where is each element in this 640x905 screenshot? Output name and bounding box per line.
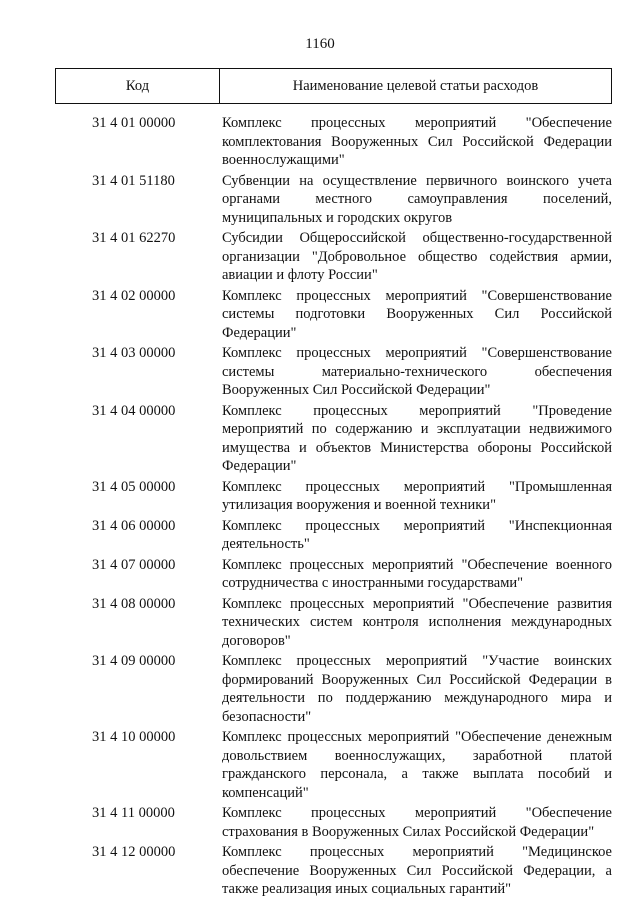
row-code: 31 4 01 51180 bbox=[92, 172, 175, 189]
table-row bbox=[0, 728, 640, 802]
row-code: 31 4 11 00000 bbox=[92, 805, 175, 821]
table-row bbox=[0, 172, 640, 228]
row-name: Комплекс процессных мероприятий "Совершенствование системы подготовки Вооруженных Сил Российской Федерации" bbox=[222, 287, 612, 341]
row-name: Субсидии Общероссийской общественно-государственной организации "Добровольное общество содействия армии, авиации и флоту России" bbox=[222, 230, 612, 283]
row-name: Комплекс процессных мероприятий "Обеспечение развития технических систем контроля исполнения международных договоров" bbox=[222, 595, 612, 649]
row-code: 31 4 01 00000 bbox=[92, 115, 176, 131]
table-row bbox=[0, 114, 640, 170]
row-name: Комплекс процессных мероприятий "Обеспечение денежным довольствием военнослужащих, заработной платой гражданского персонала, а также выплата пособий и компенсаций" bbox=[222, 729, 612, 801]
table-row bbox=[0, 517, 640, 554]
table-row bbox=[0, 478, 640, 515]
row-name: Комплекс процессных мероприятий "Обеспечение военного сотрудничества с иностранными государствами" bbox=[222, 556, 612, 591]
table-row bbox=[0, 229, 640, 285]
table-row bbox=[0, 652, 640, 726]
row-code: 31 4 03 00000 bbox=[92, 345, 176, 361]
row-code: 31 4 06 00000 bbox=[92, 517, 176, 534]
table-row bbox=[0, 344, 640, 400]
table-row bbox=[0, 402, 640, 476]
row-code: 31 4 02 00000 bbox=[92, 287, 176, 304]
page-number: 1160 bbox=[305, 36, 335, 52]
table-row bbox=[0, 556, 640, 593]
row-name: Комплекс процессных мероприятий "Совершенствование системы материально-технического обеспечения Вооруженных Сил Российской Федерации" bbox=[222, 345, 612, 398]
table-row bbox=[0, 843, 640, 899]
row-name: Комплекс процессных мероприятий "Обеспечение комплектования Вооруженных Сил Российской Федерации военнослужащими" bbox=[222, 115, 612, 168]
row-name: Комплекс процессных мероприятий "Обеспечение страхования в Вооруженных Силах Российской Федерации" bbox=[222, 805, 612, 840]
table-body bbox=[0, 114, 640, 901]
row-code: 31 4 10 00000 bbox=[92, 729, 176, 745]
column-header-name: Наименование целевой статьи расходов bbox=[292, 77, 539, 94]
table-row bbox=[0, 804, 640, 841]
row-code: 31 4 04 00000 bbox=[92, 402, 176, 419]
row-code: 31 4 05 00000 bbox=[92, 478, 176, 495]
column-header-code: Код bbox=[56, 69, 220, 103]
row-name: Комплекс процессных мероприятий "Участие воинских формирований Вооруженных Сил Российской Федерации в деятельности по поддержанию международного мира и безопасности" bbox=[222, 653, 612, 725]
row-code: 31 4 01 62270 bbox=[92, 230, 176, 246]
row-name: Комплекс процессных мероприятий "Инспекционная деятельность" bbox=[222, 517, 612, 552]
row-code: 31 4 07 00000 bbox=[92, 556, 176, 573]
row-name: Комплекс процессных мероприятий "Медицинское обеспечение Вооруженных Сил Российской Федерации, а также реализация иных социальных гарантий" bbox=[222, 844, 612, 897]
row-name: Комплекс процессных мероприятий "Проведение мероприятий по содержанию и эксплуатации недвижимого имущества и объектов Министерства обороны Российской Федерации" bbox=[222, 402, 612, 474]
row-code: 31 4 12 00000 bbox=[92, 844, 176, 860]
row-name: Субвенции на осуществление первичного воинского учета органами местного самоуправления поселений, муниципальных и городских округов bbox=[222, 172, 612, 226]
row-code: 31 4 09 00000 bbox=[92, 653, 176, 669]
table-row bbox=[0, 595, 640, 651]
table-row bbox=[0, 287, 640, 343]
table-header bbox=[55, 68, 612, 104]
row-code: 31 4 08 00000 bbox=[92, 595, 176, 612]
row-name: Комплекс процессных мероприятий "Промышленная утилизация вооружения и военной техники" bbox=[222, 478, 612, 513]
